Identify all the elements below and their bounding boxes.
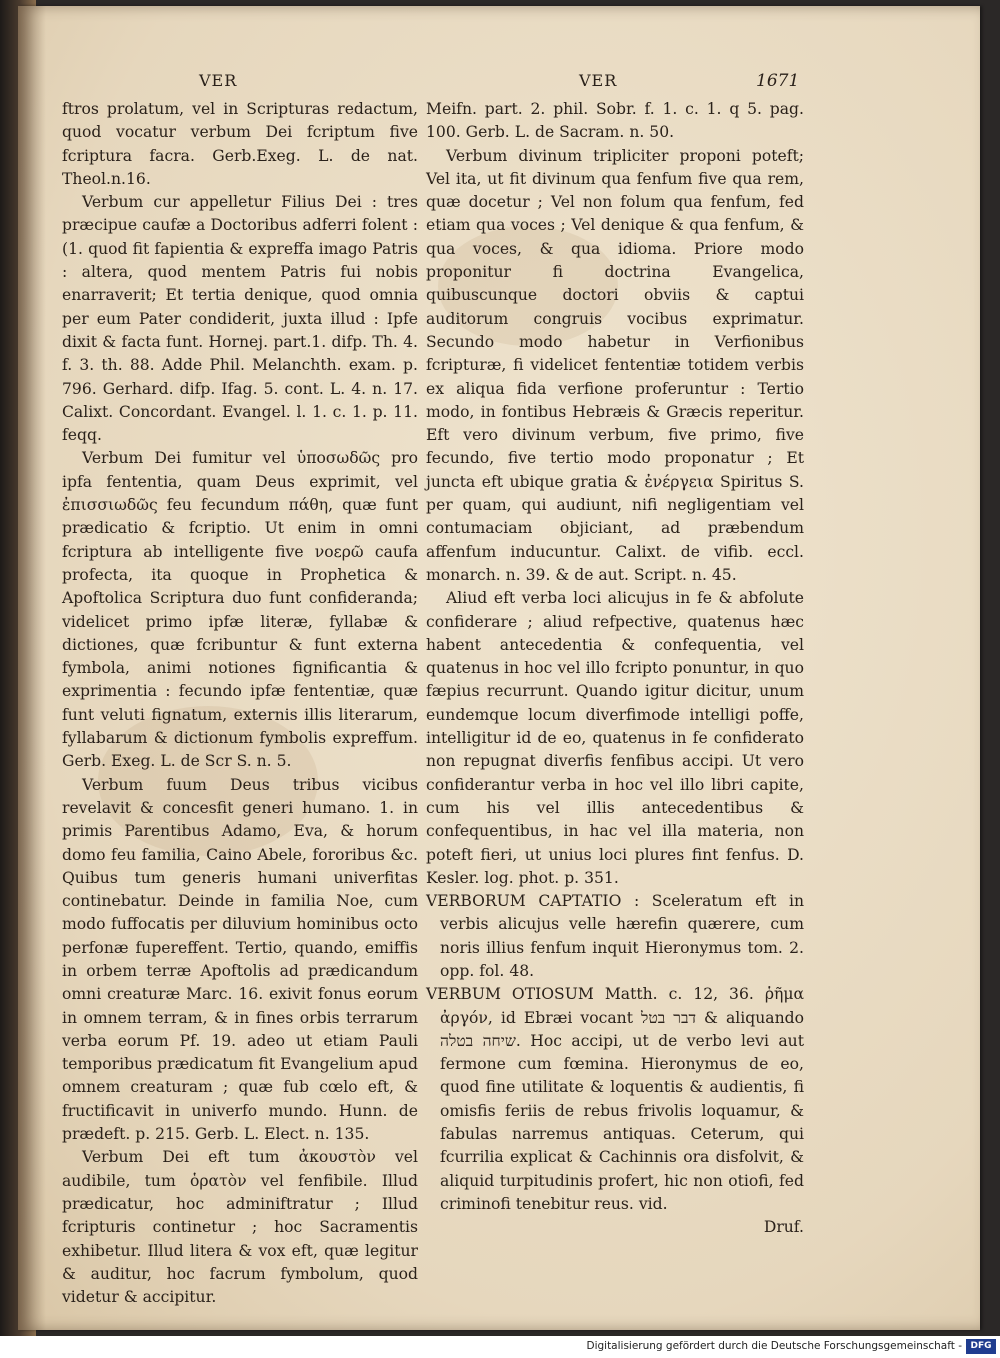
book-page: [18, 6, 980, 1330]
paragraph: Aliud eft verba loci alicujus in fe & abfolute confiderare ; aliud refpective, quatenus hæc habent antecedentia & confequentia, vel quatenus in hoc vel illo fcripto ponuntur, in quo fæpius recurrunt. Quando igitur dicitur, unum eundemque locum diverfimode intelligi poffe, intelligitur id de eo, quatenus in fe confiderato non repugnat diverfis fenfibus accipi. Ut vero confiderantur verba in hoc vel illo libri capite, cum his vel illis antecedentibus & confequentibus, in hac vel illa materia, non poteft fieri, ut unius loci plures fint fenfus. D. Kesler. log. phot. p. 351.: [426, 589, 804, 887]
dfg-logo: DFG: [966, 1339, 996, 1354]
funding-credit: Digitalisierung gefördert durch die Deutsche Forschungsgemeinschaft -: [586, 1340, 962, 1352]
gutter-shadow: [18, 6, 46, 1330]
paragraph: Verbum cur appelletur Filius Dei : tres præcipue caufæ a Doctoribus adferri folent : (1. quod fit fapientia & expreffa imago Patris : altera, quod mentem Patris fui nobis enarraverit; Et tertia denique, quod omnia per eum Pater condiderit, juxta illud : Ipfe dixit & facta funt. Hornej. part.1. difp. Th. 4. f. 3. th. 88. Adde Phil. Melanchth. exam. p. 796. Gerhard. difp. Ifag. 5. cont. L. 4. n. 17. Calixt. Concordant. Evangel. l. 1. c. 1. p. 11. feqq.: [62, 193, 418, 445]
paragraph: Verbum Dei fumitur vel ὑποσωδῶς pro ipfa fententia, quam Deus exprimit, vel ἐπισσιωδῶς feu fecundum πάθη, quæ funt prædicatio & fcriptio. Ut enim in omni fcriptura ab intelligente five νοερῶ caufa profecta, ita quoque in Prophetica & Apoftolica Scriptura duo funt confideranda; videlicet primo ipfæ literæ, fyllabæ & dictiones, quæ fcribuntur & funt externa fymbola, animi notiones fignificantia & exprimentia : fecundo ipfæ fententiæ, quæ funt veluti fignatum, externis illis literarum, fyllabarum & dictionum fymbolis expreffum. Gerb. Exeg. L. de Scr S. n. 5.: [62, 449, 418, 771]
paragraph: Meifn. part. 2. phil. Sobr. f. 1. c. 1. q 5. pag. 100. Gerb. L. de Sacram. n. 50.: [426, 100, 804, 142]
right-column: [426, 98, 804, 1240]
catchword: Druf.: [763, 1218, 804, 1237]
paragraph: ftros prolatum, vel in Scripturas redactum, quod vocatur verbum Dei fcriptum five fcriptura facra. Gerb.Exeg. L. de nat. Theol.n.16.: [62, 100, 418, 188]
entry-heading-paragraph: VERBORUM CAPTATIO : Sceleratum eft in verbis alicujus velle hærefin quærere, cum noris illius fenfum inquit Hieronymus tom. 2. opp. fol. 48.: [426, 892, 804, 980]
paragraph: Verbum Dei eft tum ἀκουστὸν vel audibile, tum ὁρατὸν vel fenfibile. Illud prædicatur, hoc adminiftratur ; Illud fcripturis continetur ; hoc Sacramentis exhibetur. Illud litera & vox eft, quæ legitur & auditur, hoc facrum fymbolum, quod videtur & accipitur.: [62, 1148, 418, 1307]
running-head-left: VER: [199, 71, 238, 90]
left-column: [62, 98, 418, 1309]
entry-heading-paragraph: VERBUM OTIOSUM Matth. c. 12, 36. ῥῆμα ἀργόν, id Ebræi vocant דבר בטל & aliquando שיחה בטלה. Hoc accipi, ut de verbo levi aut fermone cum fœmina. Hieronymus de eo, quod fine utilitate & loquentis & audientis, fi omisfis feriis de rebus frivolis loquamur, & fabulas narremus antiquas. Ceterum, qui fcurrilia explicat & Cachinnis ora disfolvit, & aliquid turpitudinis profert, hic non otiofi, fed criminofi tenebitur reus. vid.: [426, 985, 804, 1213]
paragraph: Verbum fuum Deus tribus vicibus revelavit & concesfit generi humano. 1. in primis Parentibus Adamo, Eva, & horum domo feu familia, Caino Abele, fororibus &c. Quibus tum generis humani univerfitas continebatur. Deinde in familia Noe, cum modo fuffocatis per diluvium hominibus octo perfonæ fupereffent. Tertio, quando, emiffis in orbem terræ Apoftolis ad prædicandum omni creaturæ Marc. 16. exivit fonus eorum in omnem terram, & in fines orbis terrarum verba eorum Pf. 19. adeo ut etiam Pauli temporibus prædicatum fit Evangelium apud omnem creaturam ; quæ fub cœlo eft, & fructificavit in univerfo mundo. Hunn. de prædeft. p. 215. Gerb. L. Elect. n. 135.: [62, 775, 418, 1144]
paragraph: Verbum divinum tripliciter proponi poteft; Vel ita, ut fit divinum qua fenfum five qua rem, quæ docetur ; Vel non folum qua fenfum, fed etiam qua voces ; Vel denique & qua fenfum, & qua voces, & qua idioma. Priore modo proponitur fi doctrina Evangelica, quibuscunque doctori obviis & captui auditorum congruis vocibus exprimatur. Secundo modo habetur in Verfionibus fcripturæ, fi videlicet fententiæ totidem verbis ex aliqua fida verfione proferuntur : Tertio modo, in fontibus Hebræis & Græcis reperitur. Eft vero divinum verbum, five primo, five fecundo, five tertio modo proponatur ; Et juncta eft ubique gratia & ἐνέργεια Spiritus S. per quam, qui audiunt, nifi negligentiam vel contumaciam objiciant, ad præbendum affenfum inducuntur. Calixt. de vifib. eccl. monarch. n. 39. & de aut. Script. n. 45.: [426, 146, 804, 584]
footer-bar: [0, 1336, 1000, 1358]
running-head-right: VER: [579, 71, 618, 90]
page-number: 1671: [756, 71, 800, 91]
